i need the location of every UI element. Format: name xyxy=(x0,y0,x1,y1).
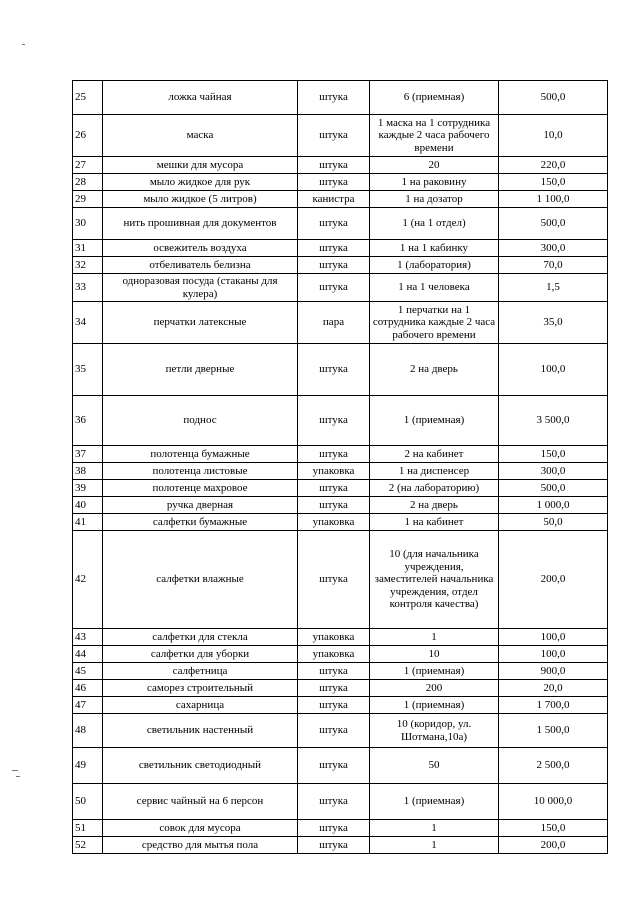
item-price: 10,0 xyxy=(499,115,608,157)
item-name: одноразовая посуда (стаканы для кулера) xyxy=(103,274,298,302)
item-price: 50,0 xyxy=(499,514,608,531)
table-row xyxy=(73,274,608,302)
item-quantity-norm: 50 xyxy=(370,748,499,784)
table-row xyxy=(73,446,608,463)
item-unit: штука xyxy=(298,174,370,191)
row-number: 51 xyxy=(73,820,103,837)
row-number: 43 xyxy=(73,629,103,646)
item-name: поднос xyxy=(103,396,298,446)
item-price: 1 100,0 xyxy=(499,191,608,208)
item-price: 100,0 xyxy=(499,344,608,396)
row-number: 28 xyxy=(73,174,103,191)
item-name: салфетки бумажные xyxy=(103,514,298,531)
item-quantity-norm: 1 на дозатор xyxy=(370,191,499,208)
item-price: 220,0 xyxy=(499,157,608,174)
row-number: 34 xyxy=(73,302,103,344)
item-quantity-norm: 200 xyxy=(370,680,499,697)
table-row xyxy=(73,629,608,646)
supplies-table-body xyxy=(73,81,608,854)
table-row xyxy=(73,531,608,629)
row-number: 46 xyxy=(73,680,103,697)
item-unit: упаковка xyxy=(298,463,370,480)
row-number: 48 xyxy=(73,714,103,748)
item-name: нить прошивная для документов xyxy=(103,208,298,240)
item-name: мыло жидкое для рук xyxy=(103,174,298,191)
table-row xyxy=(73,257,608,274)
item-unit: штука xyxy=(298,748,370,784)
table-row xyxy=(73,748,608,784)
item-quantity-norm: 1 xyxy=(370,837,499,854)
table-row xyxy=(73,480,608,497)
item-price: 100,0 xyxy=(499,646,608,663)
row-number: 38 xyxy=(73,463,103,480)
item-price: 100,0 xyxy=(499,629,608,646)
row-number: 35 xyxy=(73,344,103,396)
item-name: совок для мусора xyxy=(103,820,298,837)
table-row xyxy=(73,714,608,748)
table-row xyxy=(73,344,608,396)
item-price: 150,0 xyxy=(499,820,608,837)
item-quantity-norm: 2 (на лабораторию) xyxy=(370,480,499,497)
table-row xyxy=(73,784,608,820)
item-price: 150,0 xyxy=(499,446,608,463)
table-row xyxy=(73,174,608,191)
scan-speck xyxy=(16,776,20,777)
item-name: светильник настенный xyxy=(103,714,298,748)
table-row xyxy=(73,302,608,344)
table-row xyxy=(73,680,608,697)
table-row xyxy=(73,208,608,240)
item-price: 150,0 xyxy=(499,174,608,191)
table-row xyxy=(73,514,608,531)
item-unit: штука xyxy=(298,257,370,274)
row-number: 33 xyxy=(73,274,103,302)
item-price: 900,0 xyxy=(499,663,608,680)
row-number: 49 xyxy=(73,748,103,784)
table-row xyxy=(73,837,608,854)
item-quantity-norm: 1 (приемная) xyxy=(370,784,499,820)
item-price: 35,0 xyxy=(499,302,608,344)
item-quantity-norm: 1 (приемная) xyxy=(370,663,499,680)
row-number: 40 xyxy=(73,497,103,514)
item-unit: штука xyxy=(298,714,370,748)
item-price: 300,0 xyxy=(499,463,608,480)
row-number: 50 xyxy=(73,784,103,820)
item-quantity-norm: 1 на раковину xyxy=(370,174,499,191)
item-name: петли дверные xyxy=(103,344,298,396)
item-name: мешки для мусора xyxy=(103,157,298,174)
item-quantity-norm: 1 маска на 1 сотрудника каждые 2 часа рабочего времени xyxy=(370,115,499,157)
row-number: 37 xyxy=(73,446,103,463)
table-row xyxy=(73,396,608,446)
scan-speck xyxy=(22,44,25,45)
item-quantity-norm: 10 (коридор, ул. Шотмана,10а) xyxy=(370,714,499,748)
item-unit: канистра xyxy=(298,191,370,208)
item-name: ручка дверная xyxy=(103,497,298,514)
item-price: 1,5 xyxy=(499,274,608,302)
item-unit: штука xyxy=(298,663,370,680)
row-number: 41 xyxy=(73,514,103,531)
row-number: 31 xyxy=(73,240,103,257)
item-unit: штука xyxy=(298,81,370,115)
item-quantity-norm: 2 на дверь xyxy=(370,497,499,514)
item-unit: штука xyxy=(298,208,370,240)
table-row xyxy=(73,646,608,663)
item-name: светильник светодиодный xyxy=(103,748,298,784)
scan-speck xyxy=(12,770,18,771)
supplies-table xyxy=(72,80,608,854)
item-name: сахарница xyxy=(103,697,298,714)
item-name: салфетница xyxy=(103,663,298,680)
item-quantity-norm: 1 (на 1 отдел) xyxy=(370,208,499,240)
item-unit: штука xyxy=(298,497,370,514)
table-row xyxy=(73,191,608,208)
item-unit: пара xyxy=(298,302,370,344)
item-name: сервис чайный на 6 персон xyxy=(103,784,298,820)
table-row xyxy=(73,697,608,714)
row-number: 39 xyxy=(73,480,103,497)
item-quantity-norm: 10 (для начальника учреждения, заместителей начальника учреждения, отдел контроля качества) xyxy=(370,531,499,629)
item-quantity-norm: 1 на 1 человека xyxy=(370,274,499,302)
item-unit: штука xyxy=(298,446,370,463)
item-unit: штука xyxy=(298,115,370,157)
item-quantity-norm: 1 на диспенсер xyxy=(370,463,499,480)
item-price: 2 500,0 xyxy=(499,748,608,784)
item-unit: упаковка xyxy=(298,514,370,531)
table-row xyxy=(73,820,608,837)
item-price: 20,0 xyxy=(499,680,608,697)
item-name: салфетки для уборки xyxy=(103,646,298,663)
item-quantity-norm: 1 (приемная) xyxy=(370,396,499,446)
item-name: средство для мытья пола xyxy=(103,837,298,854)
item-unit: штука xyxy=(298,820,370,837)
item-unit: штука xyxy=(298,531,370,629)
item-unit: штука xyxy=(298,274,370,302)
table-row xyxy=(73,81,608,115)
row-number: 52 xyxy=(73,837,103,854)
item-price: 3 500,0 xyxy=(499,396,608,446)
item-quantity-norm: 1 на 1 кабинку xyxy=(370,240,499,257)
item-unit: упаковка xyxy=(298,646,370,663)
item-name: полотенце махровое xyxy=(103,480,298,497)
item-name: салфетки влажные xyxy=(103,531,298,629)
row-number: 42 xyxy=(73,531,103,629)
item-price: 200,0 xyxy=(499,531,608,629)
item-name: перчатки латексные xyxy=(103,302,298,344)
row-number: 27 xyxy=(73,157,103,174)
item-price: 1 700,0 xyxy=(499,697,608,714)
item-unit: штука xyxy=(298,396,370,446)
row-number: 44 xyxy=(73,646,103,663)
table-row xyxy=(73,115,608,157)
item-price: 10 000,0 xyxy=(499,784,608,820)
table-row xyxy=(73,497,608,514)
table-row xyxy=(73,663,608,680)
item-unit: штука xyxy=(298,784,370,820)
item-quantity-norm: 2 на кабинет xyxy=(370,446,499,463)
item-price: 500,0 xyxy=(499,480,608,497)
item-price: 300,0 xyxy=(499,240,608,257)
item-unit: упаковка xyxy=(298,629,370,646)
table-row xyxy=(73,463,608,480)
item-price: 500,0 xyxy=(499,208,608,240)
item-quantity-norm: 1 xyxy=(370,629,499,646)
item-name: освежитель воздуха xyxy=(103,240,298,257)
item-unit: штука xyxy=(298,157,370,174)
item-quantity-norm: 20 xyxy=(370,157,499,174)
item-price: 1 500,0 xyxy=(499,714,608,748)
item-quantity-norm: 1 на кабинет xyxy=(370,514,499,531)
row-number: 30 xyxy=(73,208,103,240)
item-price: 70,0 xyxy=(499,257,608,274)
item-price: 500,0 xyxy=(499,81,608,115)
item-quantity-norm: 1 (приемная) xyxy=(370,697,499,714)
item-quantity-norm: 10 xyxy=(370,646,499,663)
item-name: отбеливатель белизна xyxy=(103,257,298,274)
item-name: ложка чайная xyxy=(103,81,298,115)
item-name: полотенца бумажные xyxy=(103,446,298,463)
item-price: 200,0 xyxy=(499,837,608,854)
item-price: 1 000,0 xyxy=(499,497,608,514)
row-number: 29 xyxy=(73,191,103,208)
item-name: мыло жидкое (5 литров) xyxy=(103,191,298,208)
item-quantity-norm: 2 на дверь xyxy=(370,344,499,396)
item-unit: штука xyxy=(298,697,370,714)
item-unit: штука xyxy=(298,480,370,497)
item-unit: штука xyxy=(298,240,370,257)
item-quantity-norm: 1 перчатки на 1 сотрудника каждые 2 часа рабочего времени xyxy=(370,302,499,344)
row-number: 47 xyxy=(73,697,103,714)
table-row xyxy=(73,240,608,257)
item-name: саморез строительный xyxy=(103,680,298,697)
row-number: 25 xyxy=(73,81,103,115)
row-number: 45 xyxy=(73,663,103,680)
item-unit: штука xyxy=(298,344,370,396)
table-row xyxy=(73,157,608,174)
item-name: полотенца листовые xyxy=(103,463,298,480)
item-unit: штука xyxy=(298,680,370,697)
row-number: 26 xyxy=(73,115,103,157)
item-quantity-norm: 1 (лаборатория) xyxy=(370,257,499,274)
item-quantity-norm: 6 (приемная) xyxy=(370,81,499,115)
item-name: салфетки для стекла xyxy=(103,629,298,646)
item-name: маска xyxy=(103,115,298,157)
row-number: 36 xyxy=(73,396,103,446)
item-unit: штука xyxy=(298,837,370,854)
item-quantity-norm: 1 xyxy=(370,820,499,837)
row-number: 32 xyxy=(73,257,103,274)
